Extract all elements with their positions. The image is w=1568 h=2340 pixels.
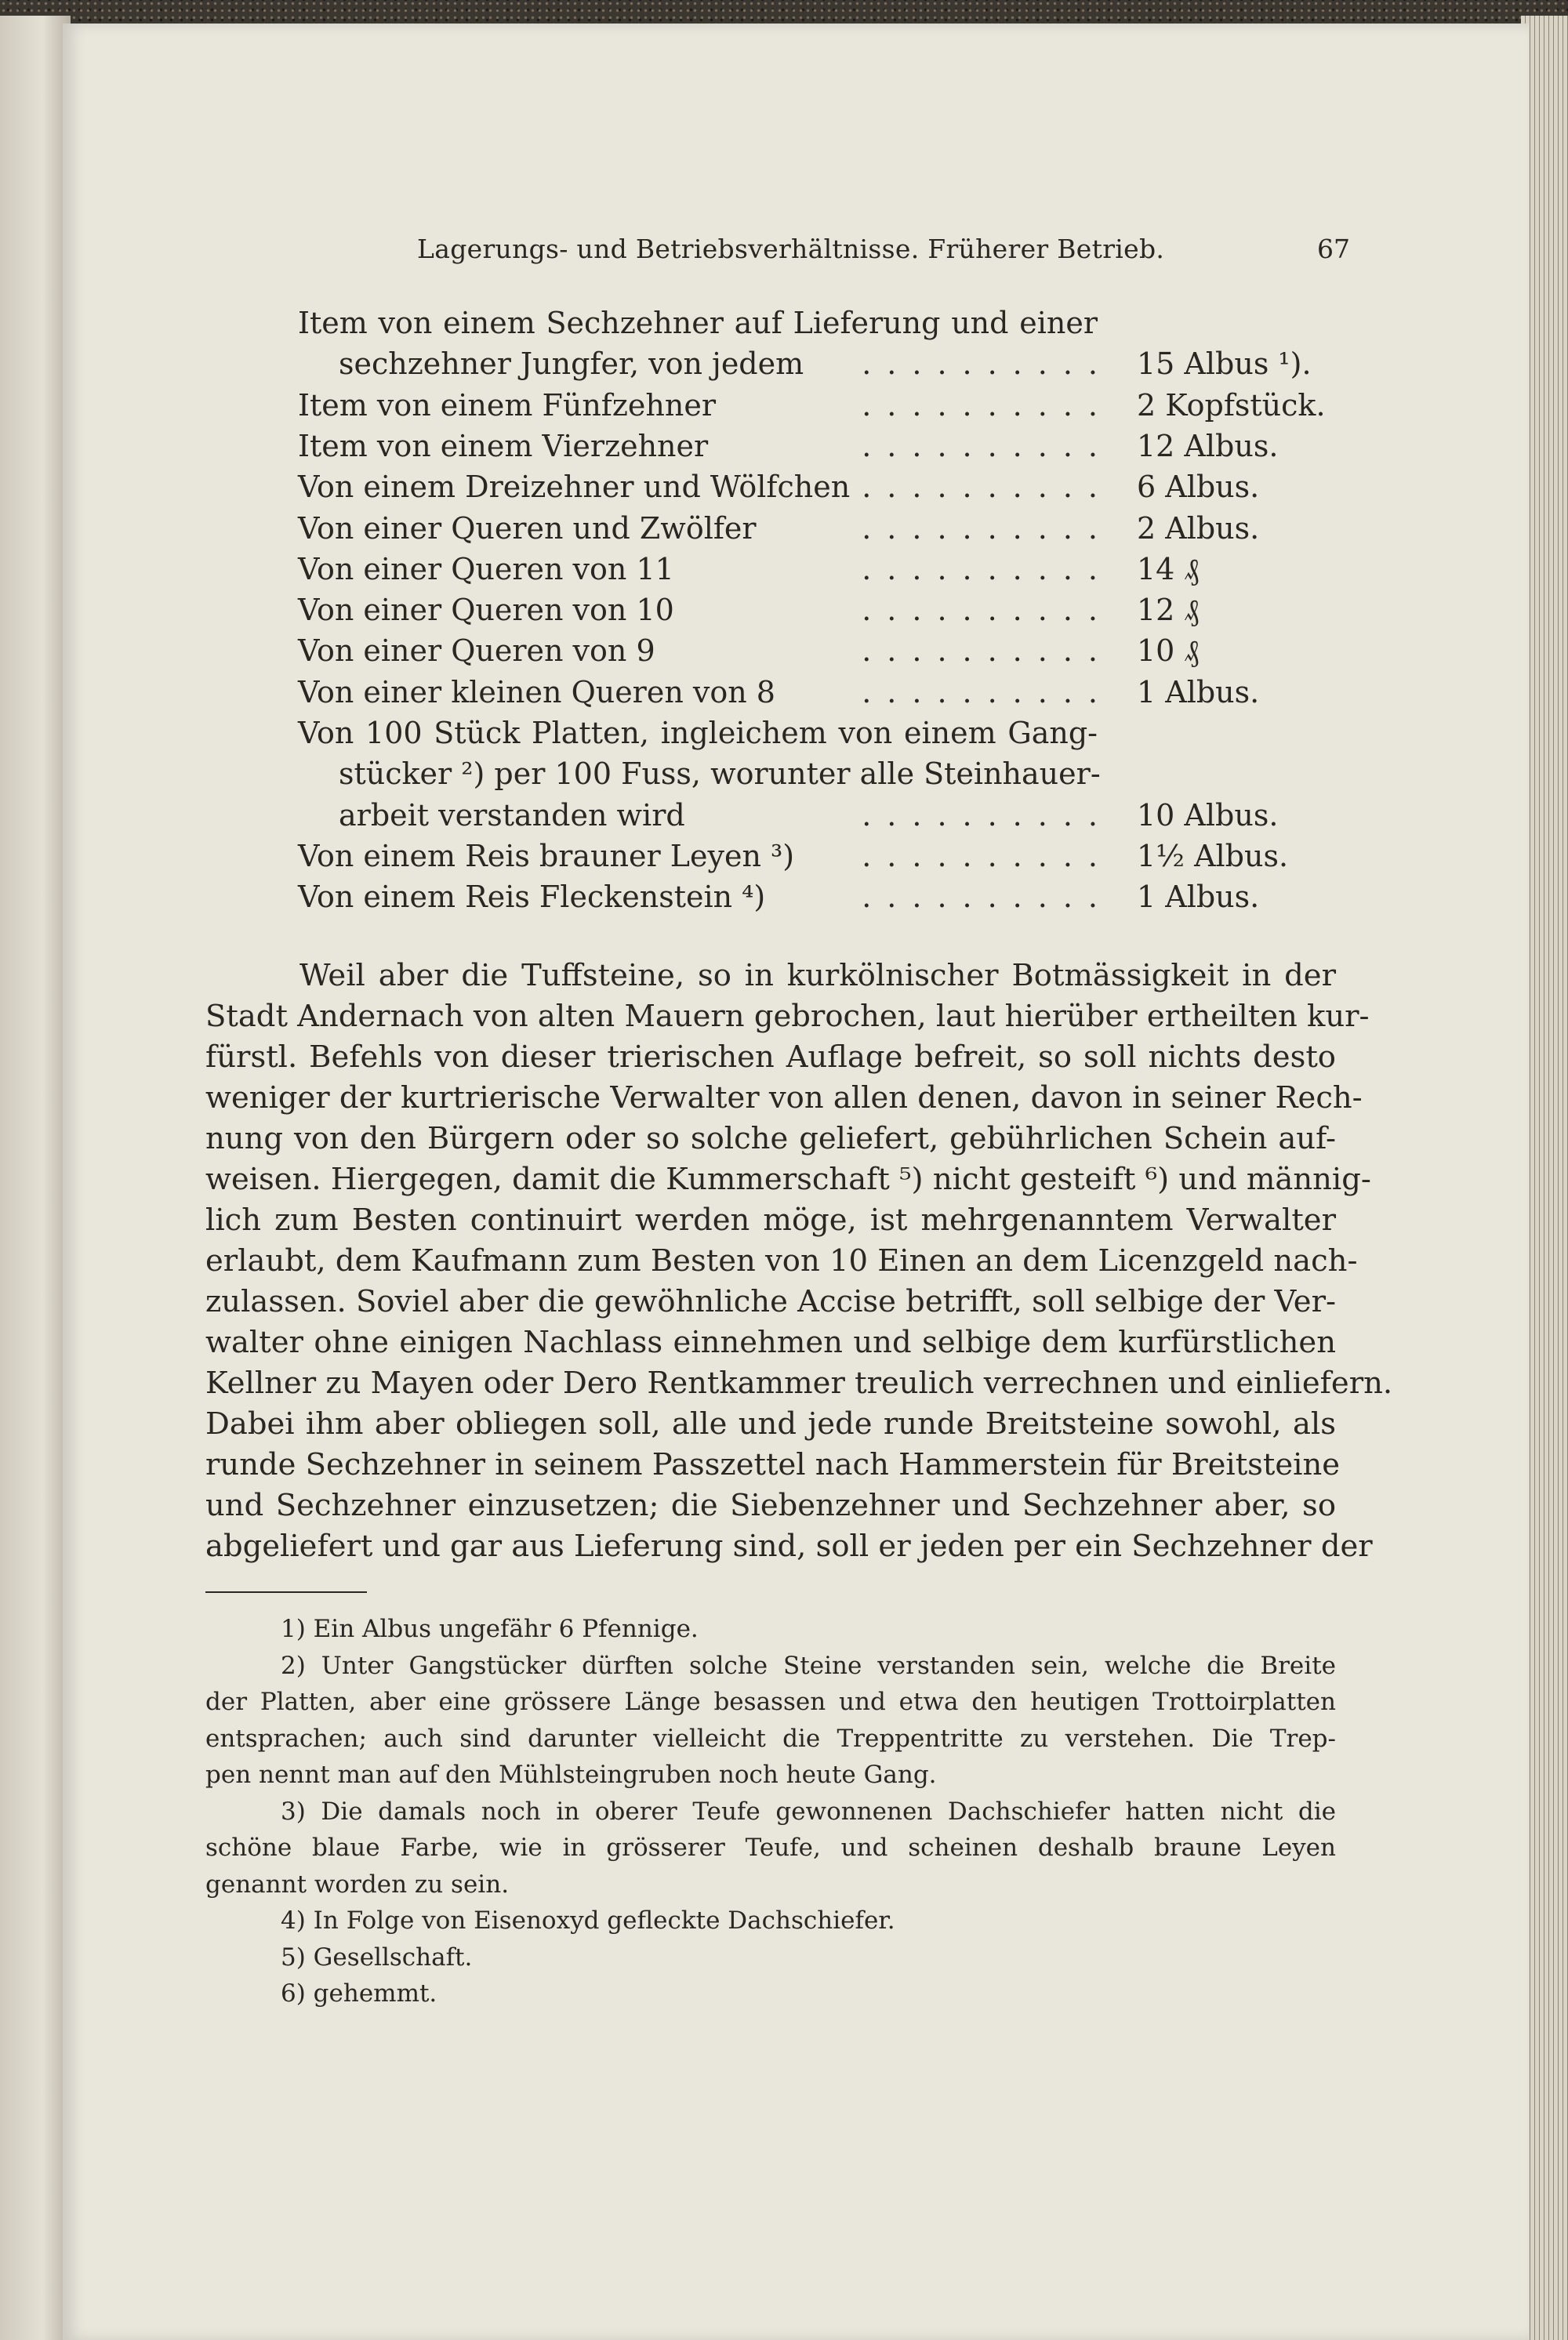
tariff-amount: 10 Albus.	[1137, 797, 1279, 833]
text-line: weniger der kurtrierische Verwalter von allen denen, davon in seiner Rech-	[205, 1080, 1363, 1116]
text-line: erlaubt, dem Kaufmann zum Besten von 10 Einen an dem Licenzgeld nach-	[205, 1243, 1358, 1279]
dot-leader: ..........	[862, 880, 1113, 915]
tariff-amount: 10 ₰	[1137, 633, 1200, 669]
tariff-amount: 2 Kopfstück.	[1137, 387, 1326, 423]
tariff-item	[298, 839, 1348, 880]
dot-leader: ..........	[862, 387, 1113, 423]
footnote-line: 2) Unter Gangstücker dürften solche Steine verstanden sein, welche die Breite	[281, 1651, 1336, 1680]
footnote-line: der Platten, aber eine grössere Länge besassen und etwa den heutigen Trottoirplatten	[205, 1688, 1336, 1716]
tariff-item	[298, 675, 1348, 716]
text-line: abgeliefert und gar aus Lieferung sind, soll er jeden per ein Sechzehner der	[205, 1529, 1373, 1564]
text-line: und Sechzehner einzusetzen; die Siebenzehner und Sechzehner aber, so	[205, 1488, 1336, 1523]
page-number: 67	[1317, 234, 1350, 264]
body-paragraph	[205, 958, 1393, 1569]
tariff-amount: 15 Albus ¹).	[1137, 346, 1312, 382]
tariff-label: Von 100 Stück Platten, ingleichem von einem Gang-	[298, 716, 1098, 750]
text-line: zulassen. Soviel aber die gewöhnliche Accise betrifft, soll selbige der Ver-	[205, 1284, 1336, 1319]
tariff-item	[298, 798, 1348, 839]
dot-leader: ..........	[862, 510, 1113, 546]
tariff-label: Item von einem Fünfzehner	[298, 387, 716, 423]
footnotes	[205, 1615, 1336, 2016]
text-line: Stadt Andernach von alten Mauern gebrochen, laut hierüber ertheilten kur-	[205, 999, 1370, 1034]
tariff-item	[298, 306, 1348, 346]
tariff-amount: 14 ₰	[1137, 551, 1200, 586]
footnote-line: entsprachen; auch sind darunter vielleicht die Treppentritte zu verstehen. Die Trep-	[205, 1724, 1336, 1753]
footnote-line: 5) Gesellschaft.	[281, 1943, 473, 1972]
tariff-label: Von einer Queren von 9	[298, 633, 655, 669]
text-line: nung von den Bürgern oder so solche geliefert, gebührlichen Schein auf-	[205, 1121, 1336, 1156]
footnote-line: 3) Die damals noch in oberer Teufe gewonnenen Dachschiefer hatten nicht die	[281, 1797, 1336, 1826]
text-line: Dabei ihm aber obliegen soll, alle und jede runde Breitsteine sowohl, als	[205, 1406, 1336, 1442]
tariff-item	[298, 633, 1348, 674]
footnote-rule	[205, 1591, 367, 1593]
footnote-line: 1) Ein Albus ungefähr 6 Pfennige.	[281, 1615, 699, 1643]
tariff-amount: 2 Albus.	[1137, 510, 1260, 546]
tariff-item	[298, 756, 1348, 797]
tariff-item	[298, 593, 1348, 633]
footnote-line: schöne blaue Farbe, wie in grösserer Teufe, und scheinen deshalb braune Leyen	[205, 1834, 1336, 1862]
tariff-label: arbeit verstanden wird	[339, 797, 685, 833]
dot-leader: ..........	[862, 551, 1113, 586]
tariff-amount: 1½ Albus.	[1137, 838, 1289, 873]
tariff-label: Item von einem Sechzehner auf Lieferung und einer	[298, 306, 1098, 340]
text-line: fürstl. Befehls von dieser trierischen Auflage befreit, so soll nichts desto	[205, 1039, 1336, 1075]
dot-leader: ..........	[862, 593, 1113, 628]
tariff-label: Von einer Queren von 10	[298, 593, 674, 628]
footnote-line: 6) gehemmt.	[281, 1979, 437, 2008]
tariff-item	[298, 346, 1348, 387]
dot-leader: ..........	[862, 428, 1113, 463]
text-line: walter ohne einigen Nachlass einnehmen und selbige dem kurfürstlichen	[205, 1325, 1336, 1360]
tariff-label: Von einem Reis brauner Leyen ³)	[298, 838, 795, 873]
running-title: Lagerungs- und Betriebsverhältnisse. Früherer Betrieb.	[417, 234, 1165, 264]
dot-leader: ..........	[862, 838, 1113, 873]
dot-leader: ..........	[862, 633, 1113, 669]
dot-leader: ..........	[862, 797, 1113, 833]
tariff-item	[298, 511, 1348, 552]
tariff-item	[298, 470, 1348, 510]
tariff-item	[298, 388, 1348, 429]
dot-leader: ..........	[862, 470, 1113, 505]
tariff-label: Von einer kleinen Queren von 8	[298, 674, 775, 709]
tariff-amount: 1 Albus.	[1137, 880, 1260, 915]
tariff-label: Von einem Reis Fleckenstein ⁴)	[298, 880, 766, 915]
tariff-label: Von einem Dreizehner und Wölfchen	[298, 470, 851, 505]
text-line: Weil aber die Tuffsteine, so in kurkölnischer Botmässigkeit in der	[299, 958, 1336, 993]
dot-leader: ..........	[862, 674, 1113, 709]
text-line: lich zum Besten continuirt werden möge, ist mehrgenanntem Verwalter	[205, 1203, 1336, 1238]
text-line: runde Sechzehner in seinem Passzettel nach Hammerstein für Breitsteine	[205, 1447, 1341, 1482]
tariff-label: sechzehner Jungfer, von jedem	[339, 346, 804, 382]
footnote-line: genannt worden zu sein.	[205, 1870, 510, 1899]
tariff-label: Item von einem Vierzehner	[298, 428, 709, 463]
tariff-item	[298, 716, 1348, 756]
footnote-line: 4) In Folge von Eisenoxyd gefleckte Dachschiefer.	[281, 1906, 895, 1935]
tariff-amount: 12 ₰	[1137, 593, 1200, 628]
facing-page-edge	[0, 16, 71, 2340]
text-line: Kellner zu Mayen oder Dero Rentkammer treulich verrechnen und einliefern.	[205, 1366, 1393, 1401]
tariff-item	[298, 429, 1348, 470]
tariff-item	[298, 880, 1348, 920]
footnote-line: pen nennt man auf den Mühlsteingruben noch heute Gang.	[205, 1761, 937, 1789]
text-line: weisen. Hiergegen, damit die Kummerschaft ⁵) nicht gesteift ⁶) und männig-	[205, 1162, 1371, 1197]
tariff-amount: 1 Albus.	[1137, 674, 1260, 709]
tariff-amount: 12 Albus.	[1137, 428, 1279, 463]
tariff-label: Von einer Queren und Zwölfer	[298, 510, 757, 546]
tariff-label: stücker ²) per 100 Fuss, worunter alle Steinhauer-	[339, 756, 1101, 792]
tariff-amount: 6 Albus.	[1137, 470, 1260, 505]
tariff-label: Von einer Queren von 11	[298, 551, 674, 586]
dot-leader: ..........	[862, 346, 1113, 382]
tariff-item	[298, 552, 1348, 593]
